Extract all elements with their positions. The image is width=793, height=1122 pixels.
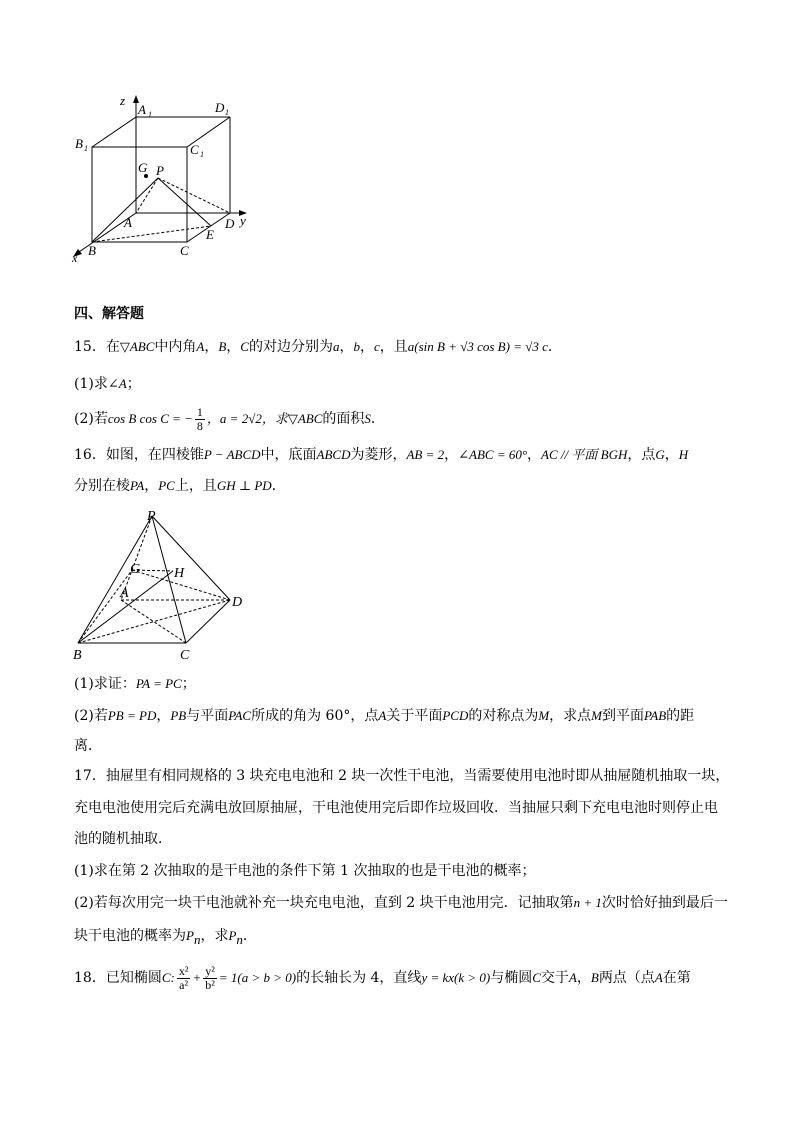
q16-h: H xyxy=(678,447,689,462)
q18-text: 18．已知椭圆 xyxy=(74,970,162,986)
q17-text: 块干电池的概率为 xyxy=(74,928,186,944)
label-b1: B xyxy=(75,136,83,151)
q15-part2-s: S xyxy=(364,411,371,426)
q17-text: (2)若每次用完一块干电池就补充一块充电电池，直到 2 块干电池用完．记抽取第 xyxy=(74,895,574,911)
label-c1-sub: 1 xyxy=(200,150,204,159)
q16-text: ， xyxy=(444,447,459,463)
q18-a2: A xyxy=(654,970,663,985)
label-e: E xyxy=(206,227,214,242)
q16-part2-line2: 离． xyxy=(74,738,102,754)
q16-text: 的距 xyxy=(666,708,695,724)
q16-part1 xyxy=(74,674,196,694)
fraction-numerator: 1 xyxy=(196,404,203,419)
q17-text: ． xyxy=(242,928,257,944)
label-a1: A xyxy=(138,102,146,117)
label-y: y xyxy=(240,213,246,228)
q15-part2-end: 的面积 xyxy=(322,411,365,427)
label-g: G xyxy=(130,562,141,577)
q16-part2 xyxy=(74,706,694,726)
q18-text: 交于 xyxy=(540,970,569,986)
q16-part2-pcd: PCD xyxy=(442,708,469,723)
q16-text: ， xyxy=(527,447,542,463)
fraction-denominator: b² xyxy=(205,977,215,992)
q16-text: ，点 xyxy=(627,447,656,463)
q15-part1 xyxy=(74,374,141,394)
q16-pc: PC xyxy=(158,478,175,493)
fraction-numerator: x² xyxy=(178,963,189,978)
q18-text: 两点（点 xyxy=(598,970,655,986)
q18-plus: + xyxy=(192,970,202,985)
q16-pyramid: P − ABCD xyxy=(203,447,261,462)
q15-part2-a: ，a = 2√2，求 xyxy=(206,411,288,426)
q17-pn: P xyxy=(186,928,194,943)
q18-colon: : xyxy=(170,970,175,985)
q15-end: ． xyxy=(547,339,562,355)
q17-pn2: P xyxy=(228,928,237,943)
label-d: D xyxy=(225,216,235,231)
q18-line1 xyxy=(74,962,691,994)
q15-part1-end: ； xyxy=(126,376,141,392)
q17-text: ，求 xyxy=(200,928,229,944)
q16-part2-pb: PB xyxy=(170,708,187,723)
q16-part2-pac: PAC xyxy=(228,708,252,723)
q17-pn-sub: n xyxy=(193,931,201,947)
q18-text: 在第 xyxy=(662,970,691,986)
label-d1-sub: 1 xyxy=(225,108,229,117)
q15-part1-angle: ∠A xyxy=(107,376,127,391)
q16-text: ． xyxy=(271,478,286,494)
q15-var-a-cap: A xyxy=(196,339,205,354)
q15-var-b: b xyxy=(353,339,360,354)
q16-ab: AB = 2 xyxy=(406,447,445,462)
label-c: C xyxy=(180,243,189,258)
q16-g: G xyxy=(655,447,665,462)
label-d: D xyxy=(232,595,243,610)
q15-equation: a(sin B + √3 cos B) = √3 c xyxy=(407,339,548,354)
label-a: A xyxy=(120,586,129,601)
pyramid-diagram xyxy=(70,506,260,664)
q16-text: ， xyxy=(144,478,159,494)
q16-part2-pab: PAB xyxy=(644,708,667,723)
q17-text: 次时恰好抽到最后一 xyxy=(601,895,728,911)
q16-base: ABCD xyxy=(316,447,351,462)
q18-text: 与椭圆 xyxy=(490,970,533,986)
label-b1-sub: 1 xyxy=(84,144,88,153)
q17-part2 xyxy=(74,893,728,913)
q16-text: 中，底面 xyxy=(260,447,317,463)
cube-diagram xyxy=(70,92,260,264)
q18-c2: C xyxy=(532,970,541,985)
q15-triangle: ▽ABC xyxy=(119,339,155,354)
q16-text: 与平面 xyxy=(186,708,229,724)
q17-n: n + 1 xyxy=(573,895,602,910)
label-g: G xyxy=(138,160,148,175)
q16-text: 到平面 xyxy=(602,708,645,724)
q16-perp: GH ⊥ PD xyxy=(216,478,272,493)
q15-var-b-cap: B xyxy=(218,339,227,354)
label-c: C xyxy=(180,648,190,663)
q17-part2-line2 xyxy=(74,926,257,950)
q15-text: 的对边分别为 xyxy=(248,339,333,355)
q16-pa: PA xyxy=(130,478,145,493)
label-p: P xyxy=(156,163,164,178)
q16-text: 上，且 xyxy=(174,478,217,494)
q18-eq-rest: = 1(a > b > 0) xyxy=(218,970,297,985)
q17-line1: 17．抽屉里有相同规格的 3 块充电电池和 2 块一次性干电池，当需要使用电池时即从抽屉随机抽取一块， xyxy=(74,768,730,784)
q16-angle: ∠ABC = 60° xyxy=(458,447,528,462)
q16-part2-m2: M xyxy=(591,708,603,723)
q16-text: 分别在棱 xyxy=(74,478,130,494)
q18-b: B xyxy=(590,970,599,985)
label-x: x xyxy=(72,251,78,264)
q15-sep: ， xyxy=(226,339,241,355)
q16-text: 为菱形， xyxy=(350,447,407,463)
q15-stem: 15．在▽ABC中内角A，B，C的对边分别为a，b，c，且a(sin B + √3 cos B) = √3 c． xyxy=(74,339,562,355)
q16-text: 关于平面 xyxy=(386,708,443,724)
q15-var-c: c xyxy=(373,339,380,354)
q16-part2-eq: PB = PD xyxy=(107,708,157,723)
q15-part2 xyxy=(74,404,385,434)
label-h: H xyxy=(174,566,185,581)
label-a: A xyxy=(124,215,132,230)
q16-text: 所成的角为 60°，点 xyxy=(251,708,379,724)
q18-fraction-y xyxy=(203,965,217,992)
q15-part2-period: ． xyxy=(370,411,385,427)
section-title: 四、解答题 xyxy=(74,306,144,322)
fraction-denominator: 8 xyxy=(196,418,203,433)
q15-part2-prefix: (2)若 xyxy=(74,411,108,427)
q15-text: 中内角 xyxy=(154,339,197,355)
q17-line3: 池的随机抽取． xyxy=(74,831,172,847)
q15-sep: ， xyxy=(204,339,219,355)
label-z: z xyxy=(120,93,126,108)
label-c1: C xyxy=(190,142,199,157)
q18-c: C xyxy=(161,970,171,985)
label-p: P xyxy=(147,509,156,524)
q16-text: ， xyxy=(156,708,171,724)
q17-pn2-sub: n xyxy=(236,931,243,947)
q16-text: ， xyxy=(664,447,679,463)
q17-part1: (1)求在第 2 次抽取的是干电池的条件下第 1 次抽取的也是干电池的概率； xyxy=(74,863,536,879)
q18-a: A xyxy=(568,970,577,985)
q18-fraction-x xyxy=(177,965,191,992)
pyramid-figure xyxy=(70,506,260,664)
q16-parallel: AC // 平面 BGH xyxy=(541,447,628,462)
q16-line1 xyxy=(74,445,688,465)
q15-fraction xyxy=(195,406,205,433)
q16-line2 xyxy=(74,476,286,496)
q15-part2-triangle: ▽ABC xyxy=(287,411,323,426)
q16-text: 16．如图，在四棱锥 xyxy=(74,447,204,463)
fraction-denominator: a² xyxy=(179,977,189,992)
q18-text: ， xyxy=(576,970,591,986)
q16-text: 的对称点为 xyxy=(468,708,539,724)
label-d1: D xyxy=(215,100,225,115)
q15-var-c-cap: C xyxy=(240,339,249,354)
label-a1-sub: 1 xyxy=(148,110,152,119)
q18-line-eq: y = kx(k > 0) xyxy=(421,970,491,985)
q16-text: (2)若 xyxy=(74,708,108,724)
q16-part1-eq: PA = PC xyxy=(135,676,182,691)
label-b: B xyxy=(88,243,96,258)
q16-part2-a-point: A xyxy=(378,708,387,723)
q15-prefix: 15．在 xyxy=(74,339,120,355)
q15-part2-expr: cos B cos C = − xyxy=(107,411,193,426)
q15-part1-prefix: (1)求 xyxy=(74,376,108,392)
q18-text: 的长轴长为 4，直线 xyxy=(296,970,422,986)
q16-part2-m: M xyxy=(538,708,550,723)
q15-text: ，且 xyxy=(379,339,408,355)
label-b: B xyxy=(73,648,82,663)
fraction-numerator: y² xyxy=(205,963,215,978)
cube-figure xyxy=(70,92,260,264)
q16-part1-end: ； xyxy=(181,676,196,692)
q16-text: ，求点 xyxy=(549,708,592,724)
q17-line2: 充电电池使用完后充满电放回原抽屉，干电池使用完后即作垃圾回收．当抽屉只剩下充电电池时则停止电 xyxy=(74,800,718,816)
q15-var-a: a xyxy=(332,339,340,354)
q16-part1-prefix: (1)求证： xyxy=(74,676,136,692)
